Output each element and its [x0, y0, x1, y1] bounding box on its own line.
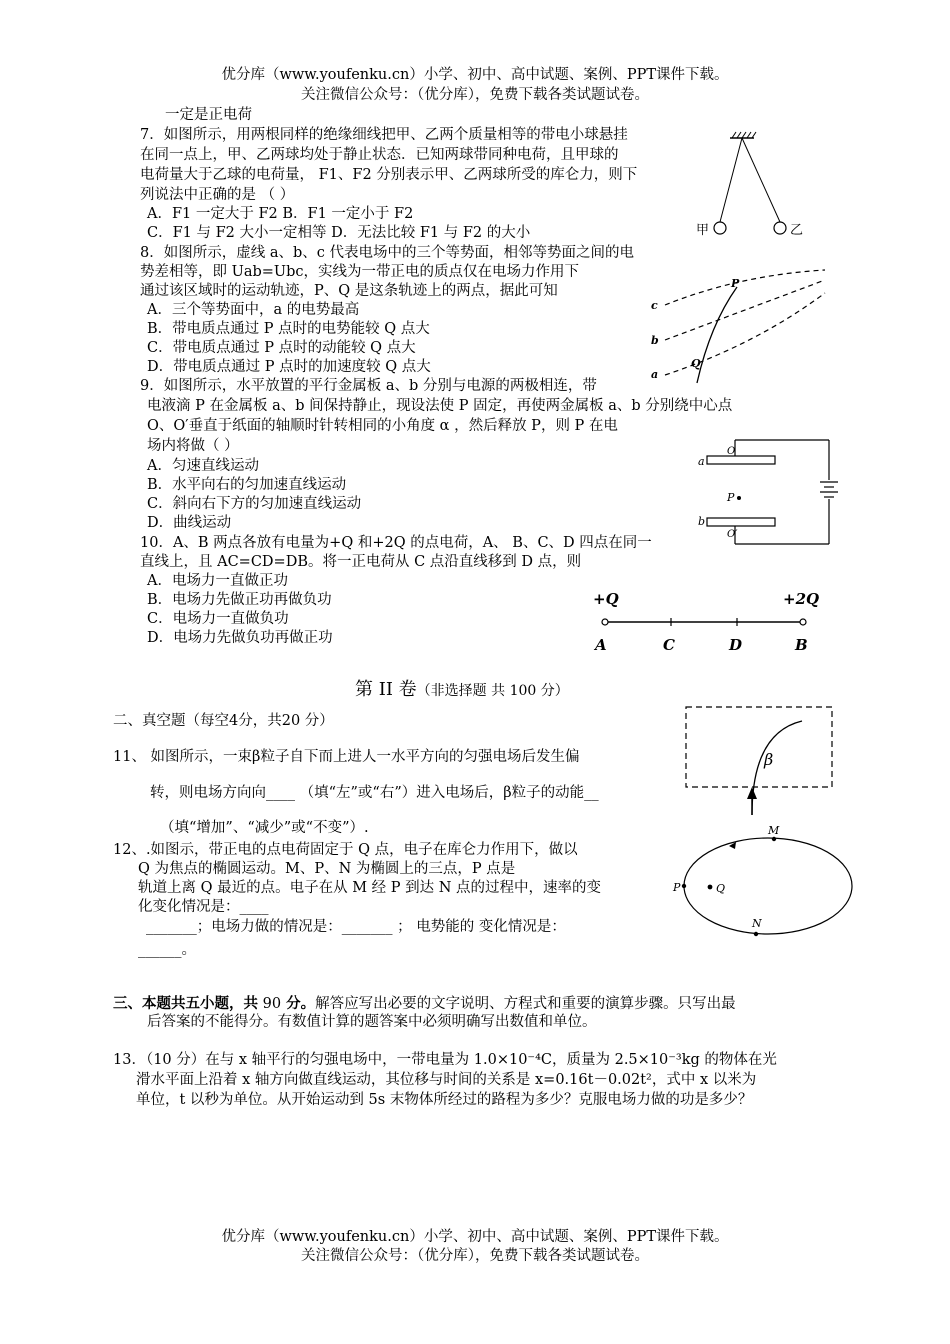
q13-line-2: 滑水平面上沿着 x 轴方向做直线运动，其位移与时间的关系是 x=0.16t－0.02t²，式中 x 以米为 [136, 1072, 757, 1088]
q9-line-1: 9．如图所示，水平放置的平行金属板 a、b 分别与电源的两极相连，带 [140, 378, 597, 394]
q7-line-2: 在同一点上，甲、乙两球均处于静止状态．已知两球带同种电荷，且甲球的 [140, 147, 619, 163]
sec3-heading [113, 994, 736, 1014]
q9-line-4: 场内将做（ ） [147, 438, 239, 454]
q12-line-3: 轨道上离 Q 最近的点。电子在从 M 经 P 到达 N 点的过程中，速率的变 [138, 880, 602, 896]
q10-line-1: 10．A、B 两点各放有电量为+Q 和+2Q 的点电荷，A、 B、C、D 四点在同一 [140, 535, 652, 551]
q11-label-beta: β [764, 750, 774, 769]
q7-label-right: 乙 [790, 223, 804, 238]
q8-line-3: 通过该区域时的运动轨迹，P、Q 是这条轨迹上的两点，据此可知 [140, 283, 558, 299]
sec3-heading-bold2: 分。 [281, 995, 316, 1012]
q12-label-m: M [768, 824, 780, 837]
q10-label-a: A [595, 636, 607, 654]
q12-label-n: N [752, 917, 762, 930]
q12-line-4: 化变化情况是：____ [138, 899, 269, 915]
q9-line-2: 电液滴 P 在金属板 a、b 间保持静止，现设法使 P 固定，再使两金属板 a、b 分别绕中心点 [147, 398, 733, 414]
q8-label-a: a [651, 368, 659, 381]
q7-line-4: 列说法中正确的是 （ ） [140, 187, 295, 203]
q8-equipotential-figure [645, 265, 830, 387]
q9-capacitor-figure [695, 438, 850, 550]
q10-label-plus-q: +Q [593, 590, 619, 608]
sec3-heading-score: 90 [258, 996, 282, 1012]
q10-option-d: D．电场力先做负功再做正功 [147, 630, 333, 646]
sec3-line-2: 后答案的不能得分。有数值计算的题答案中必须明确写出数值和单位。 [147, 1014, 597, 1030]
q10-option-b: B．电场力先做正功再做负功 [147, 592, 332, 608]
part2-subtitle: （非选择题 共 100 分） [416, 683, 569, 699]
q9-option-c: C．斜向右下方的匀加速直线运动 [147, 496, 362, 512]
q12-line-5: _______；电场力做的情况是：_______ ； 电势能的 变化情况是： [146, 919, 566, 935]
q8-label-b: b [651, 334, 659, 347]
q12-line-2: Q 为焦点的椭圆运动。M、P、N 为椭圆上的三点，P 点是 [138, 861, 516, 877]
sec2-heading: 二、真空题（每空4分，共20 分） [113, 713, 334, 729]
sec3-heading-rest: 解答应写出必要的文字说明、方程式和重要的演算步骤。只写出最 [315, 996, 736, 1012]
q8-option-d: D．带电质点通过 P 点时的加速度较 Q 点大 [147, 359, 431, 375]
q10-label-c: C [663, 636, 675, 654]
q10-line-figure [585, 582, 840, 660]
q10-line-2: 直线上，且 AC=CD=DB。将一正电荷从 C 点沿直线移到 D 点，则 [140, 554, 582, 570]
part2-heading [355, 678, 569, 703]
q10-option-a: A．电场力一直做正功 [147, 573, 288, 589]
q13-line-1: 13．（10 分）在与 x 轴平行的匀强电场中，一带电量为 1.0×10⁻⁴C，质量为 2.5×10⁻³kg 的物体在光 [113, 1052, 777, 1068]
q7-line-3: 电荷量大于乙球的电荷量， F1、F2 分别表示甲、乙两球所受的库仑力，则下 [140, 167, 638, 183]
q7-line-1: 7．如图所示，用两根同样的绝缘细线把甲、乙两个质量相等的带电小球悬挂 [140, 127, 628, 143]
carry-over-text: 一定是正电荷 [165, 107, 252, 123]
q12-ellipse-figure [668, 822, 858, 942]
q7-option-cd: C．F1 与 F2 大小一定相等 D．无法比较 F1 与 F2 的大小 [147, 225, 531, 241]
q12-line-6: ______。 [138, 942, 196, 958]
q10-label-d: D [729, 636, 743, 654]
q7-label-left: 甲 [696, 223, 710, 238]
footer-line-1: 优分库（www.youfenku.cn）小学、初中、高中试题、案例、PPT课件下载。 [221, 1229, 729, 1245]
q11-line-1: 11、 如图所示，一束β粒子自下而上进人一水平方向的匀强电场后发生偏 [113, 749, 580, 765]
q8-label-p: P [731, 277, 740, 290]
header-line-1: 优分库（www.youfenku.cn）小学、初中、高中试题、案例、PPT课件下载。 [221, 67, 729, 83]
q9-label-b: b [698, 515, 706, 528]
q13-line-3: 单位，t 以秒为单位。从开始运动到 5s 末物体所经过的路程为多少？克服电场力做的功是多少？ [136, 1092, 753, 1108]
q8-line-2: 势差相等，即 Uab=Ubc，实线为一带正电的质点仅在电场力作用下 [140, 264, 580, 280]
part2-title: 第 II 卷 [355, 679, 417, 700]
q8-option-a: A．三个等势面中，a 的电势最高 [147, 302, 360, 318]
q11-line-3: （填“增加”、“减少”或“不变”）. [160, 820, 369, 836]
q8-option-b: B．带电质点通过 P 点时的电势能较 Q 点大 [147, 321, 430, 337]
q12-line-1: 12、.如图示，带正电的点电荷固定于 Q 点，电子在库仑力作用下，做以 [113, 842, 578, 858]
q10-label-plus-2q: +2Q [783, 590, 820, 608]
q9-label-a: a [698, 455, 705, 468]
q9-option-d: D．曲线运动 [147, 515, 232, 531]
q10-label-b: B [795, 636, 808, 654]
q11-line-2: 转，则电场方向向____ （填“左”或“右”）进入电场后，β粒子的动能__ [150, 785, 599, 801]
q7-option-ab: A．F1 一定大于 F2 B．F1 一定小于 F2 [147, 206, 414, 222]
q9-label-o: O [727, 446, 736, 457]
q9-label-o-prime: O′ [727, 529, 738, 540]
sec3-heading-bold: 三、本题共五小题，共 [113, 995, 258, 1012]
q9-label-p: P [727, 491, 735, 504]
q9-option-a: A．匀速直线运动 [147, 458, 259, 474]
q8-option-c: C．带电质点通过 P 点时的动能较 Q 点大 [147, 340, 416, 356]
q9-line-3: O、O′垂直于纸面的轴顺时针转相同的小角度 α ，然后释放 P，则 P 在电 [147, 418, 618, 434]
q12-label-q: Q [716, 882, 726, 895]
q7-pendulum-figure [690, 130, 810, 245]
q8-line-1: 8．如图所示，虚线 a、b、c 代表电场中的三个等势面，相邻等势面之间的电 [140, 245, 634, 261]
q12-label-p: P [673, 881, 681, 894]
q11-field-figure [680, 703, 838, 818]
q10-option-c: C．电场力一直做负功 [147, 611, 289, 627]
q8-label-c: c [651, 299, 658, 312]
q9-option-b: B．水平向右的匀加速直线运动 [147, 477, 347, 493]
q8-label-q: Q [691, 357, 701, 370]
footer-line-2: 关注微信公众号：（优分库），免费下载各类试题试卷。 [301, 1248, 649, 1264]
header-line-2: 关注微信公众号：（优分库），免费下载各类试题试卷。 [301, 87, 649, 103]
